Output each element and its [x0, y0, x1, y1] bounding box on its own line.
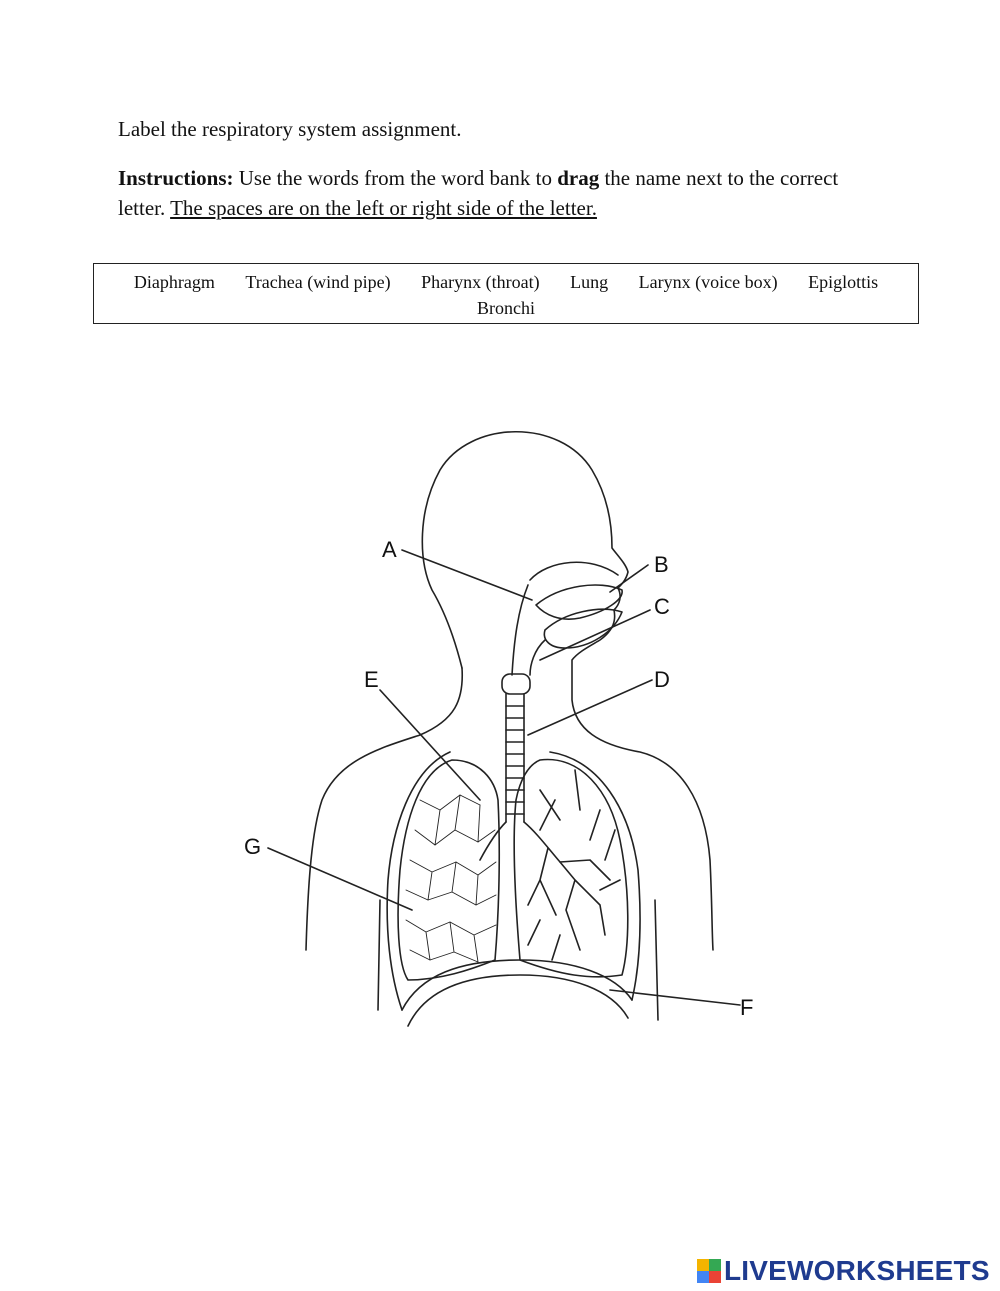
instructions-text-2: the name next to the correct letter. — [118, 166, 839, 220]
liveworksheets-logo — [697, 1254, 990, 1288]
respiratory-system-diagram — [230, 420, 790, 1050]
bronchi — [480, 822, 560, 862]
word-bank — [93, 263, 919, 324]
word-bank-item[interactable]: Larynx (voice box) — [638, 272, 778, 292]
word-bank-item[interactable]: Lung — [570, 272, 609, 292]
nasal-cavity — [530, 562, 618, 580]
instructions-bold-word: drag — [557, 166, 600, 190]
word-bank-item[interactable]: Trachea (wind pipe) — [245, 272, 391, 292]
instructions-underlined: The spaces are on the left or right side of the letter. — [170, 196, 597, 220]
logo-square — [697, 1259, 709, 1271]
logo-text: LIVEWORKSHEETS — [724, 1255, 990, 1286]
label-d: D — [654, 667, 670, 692]
lung-texture — [406, 795, 496, 962]
instructions — [118, 163, 858, 223]
word-bank-item[interactable]: Diaphragm — [133, 272, 215, 292]
page-title: Label the respiratory system assignment. — [118, 117, 462, 141]
pleura — [387, 752, 450, 1010]
pharynx — [512, 585, 528, 675]
instructions-text-1: Use the words from the word bank to — [233, 166, 558, 190]
label-line-a — [402, 550, 532, 600]
larynx — [502, 674, 530, 694]
logo-square — [709, 1271, 721, 1283]
logo-square — [697, 1271, 709, 1283]
diaphragm — [402, 960, 632, 1010]
label-line-d — [528, 680, 652, 735]
word-bank-item[interactable]: Bronchi — [477, 298, 535, 318]
word-bank-item[interactable]: Pharynx (throat) — [421, 272, 540, 292]
label-line-b — [610, 565, 648, 592]
trachea-rings — [506, 706, 524, 814]
logo-square — [709, 1259, 721, 1271]
label-a: A — [382, 537, 397, 562]
label-line-e — [380, 690, 480, 800]
label-f: F — [740, 995, 754, 1020]
label-e: E — [364, 667, 379, 692]
logo-mark-icon — [697, 1259, 721, 1283]
label-b: B — [654, 552, 669, 577]
word-bank-item[interactable]: Epiglottis — [808, 272, 879, 292]
label-g: G — [244, 834, 262, 859]
lung-left — [398, 760, 499, 980]
label-c: C — [654, 594, 670, 619]
instructions-label: Instructions: — [118, 166, 234, 190]
